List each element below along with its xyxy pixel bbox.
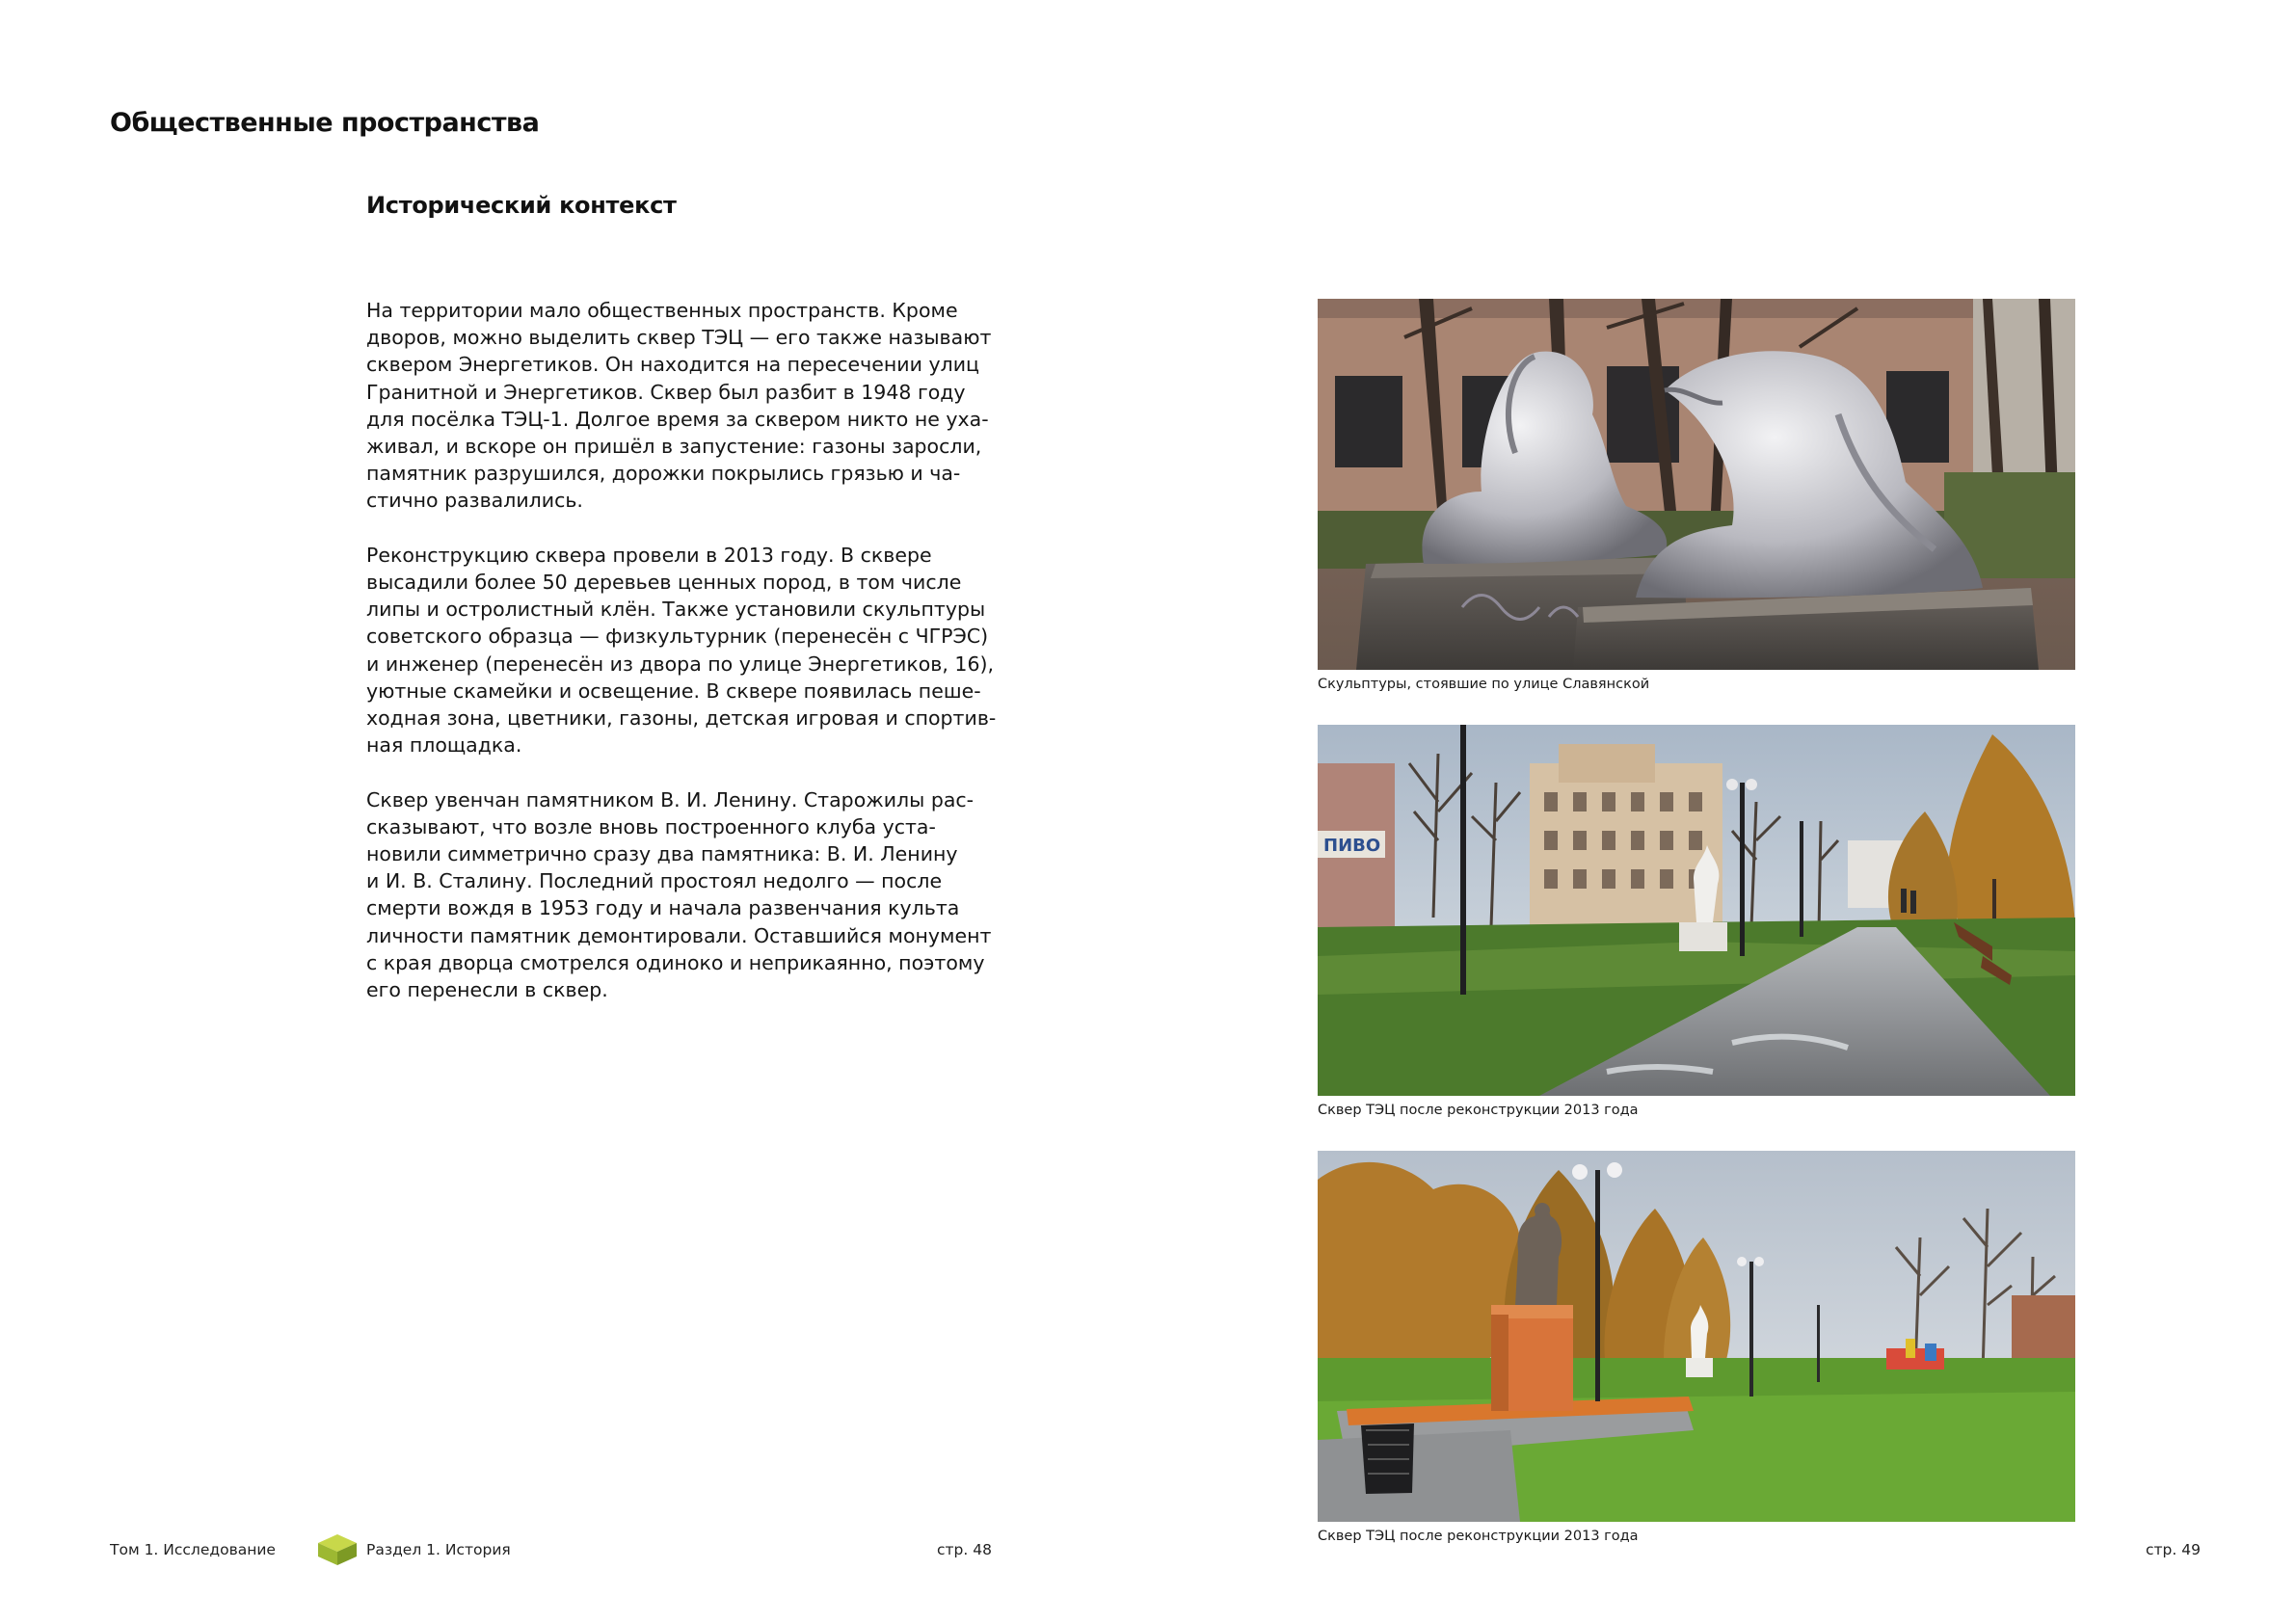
photo-caption-1: Скульптуры, стоявшие по улице Славянской [1318, 677, 1650, 692]
photo-caption-2: Сквер ТЭЦ после реконструкции 2013 года [1318, 1103, 1639, 1118]
cube-logo-icon [316, 1532, 359, 1567]
subtitle: Исторический контекст [366, 192, 677, 219]
paragraph-2: Реконструкцию сквера провели в 2013 году. В сквере высадили более 50 деревьев ценных пород, в том числе липы и остролистный клён. Также установили скульптуры советского образца — физкультурник (перенесён с ЧГРЭС) и инженер (перенесён из двора по улице Энергетиков, 16), уютные скамейки и освещение. В сквере появилась пеше- ходная зона, цветники, газоны, детская игровая и спортив- ная площадка. [366, 543, 997, 758]
lenin-monument-photo-image [1318, 1151, 2075, 1522]
sculptures-photo-image [1318, 299, 2075, 670]
photo-square-path [1318, 725, 2075, 1096]
paragraph-3: Сквер увенчан памятником В. И. Ленину. Старожилы рас- сказывают, что возле вновь построенного клуба уста- новили симметрично сразу два памятника: В. И. Ленину и И. В. Сталину. Последний простоял недолго — после смерти вождя в 1953 году и начала развенчания культа личности памятник демонтировали. Оставшийся монумент с края дворца смотрелся одиноко и неприкаянно, поэтому его перенесли в сквер. [366, 787, 992, 1002]
footer-volume: Том 1. Исследование [110, 1541, 276, 1558]
footer-page-left: стр. 48 [937, 1541, 992, 1558]
body-text [366, 297, 1002, 1030]
section-title: Общественные пространства [110, 108, 540, 138]
square-path-photo-image [1318, 725, 2075, 1096]
photo-caption-3: Сквер ТЭЦ после реконструкции 2013 года [1318, 1529, 1639, 1544]
footer-section: Раздел 1. История [366, 1541, 511, 1558]
photo-sculptures [1318, 299, 2075, 670]
photo-lenin-monument [1318, 1151, 2075, 1522]
beer-sign-text: ПИВО [1323, 836, 1381, 856]
paragraph-1: На территории мало общественных пространств. Кроме дворов, можно выделить сквер ТЭЦ — его также называют сквером Энергетиков. Он находится на пересечении улиц Гранитной и Энергетиков. Сквер был разбит в 1948 году для посёлка ТЭЦ-1. Долгое время за сквером никто не уха- живал, и вскоре он пришёл в запустение: газоны заросли, памятник разрушился, дорожки покрылись грязью и ча- стично развалились. [366, 299, 992, 513]
footer-page-right: стр. 49 [2146, 1541, 2201, 1558]
